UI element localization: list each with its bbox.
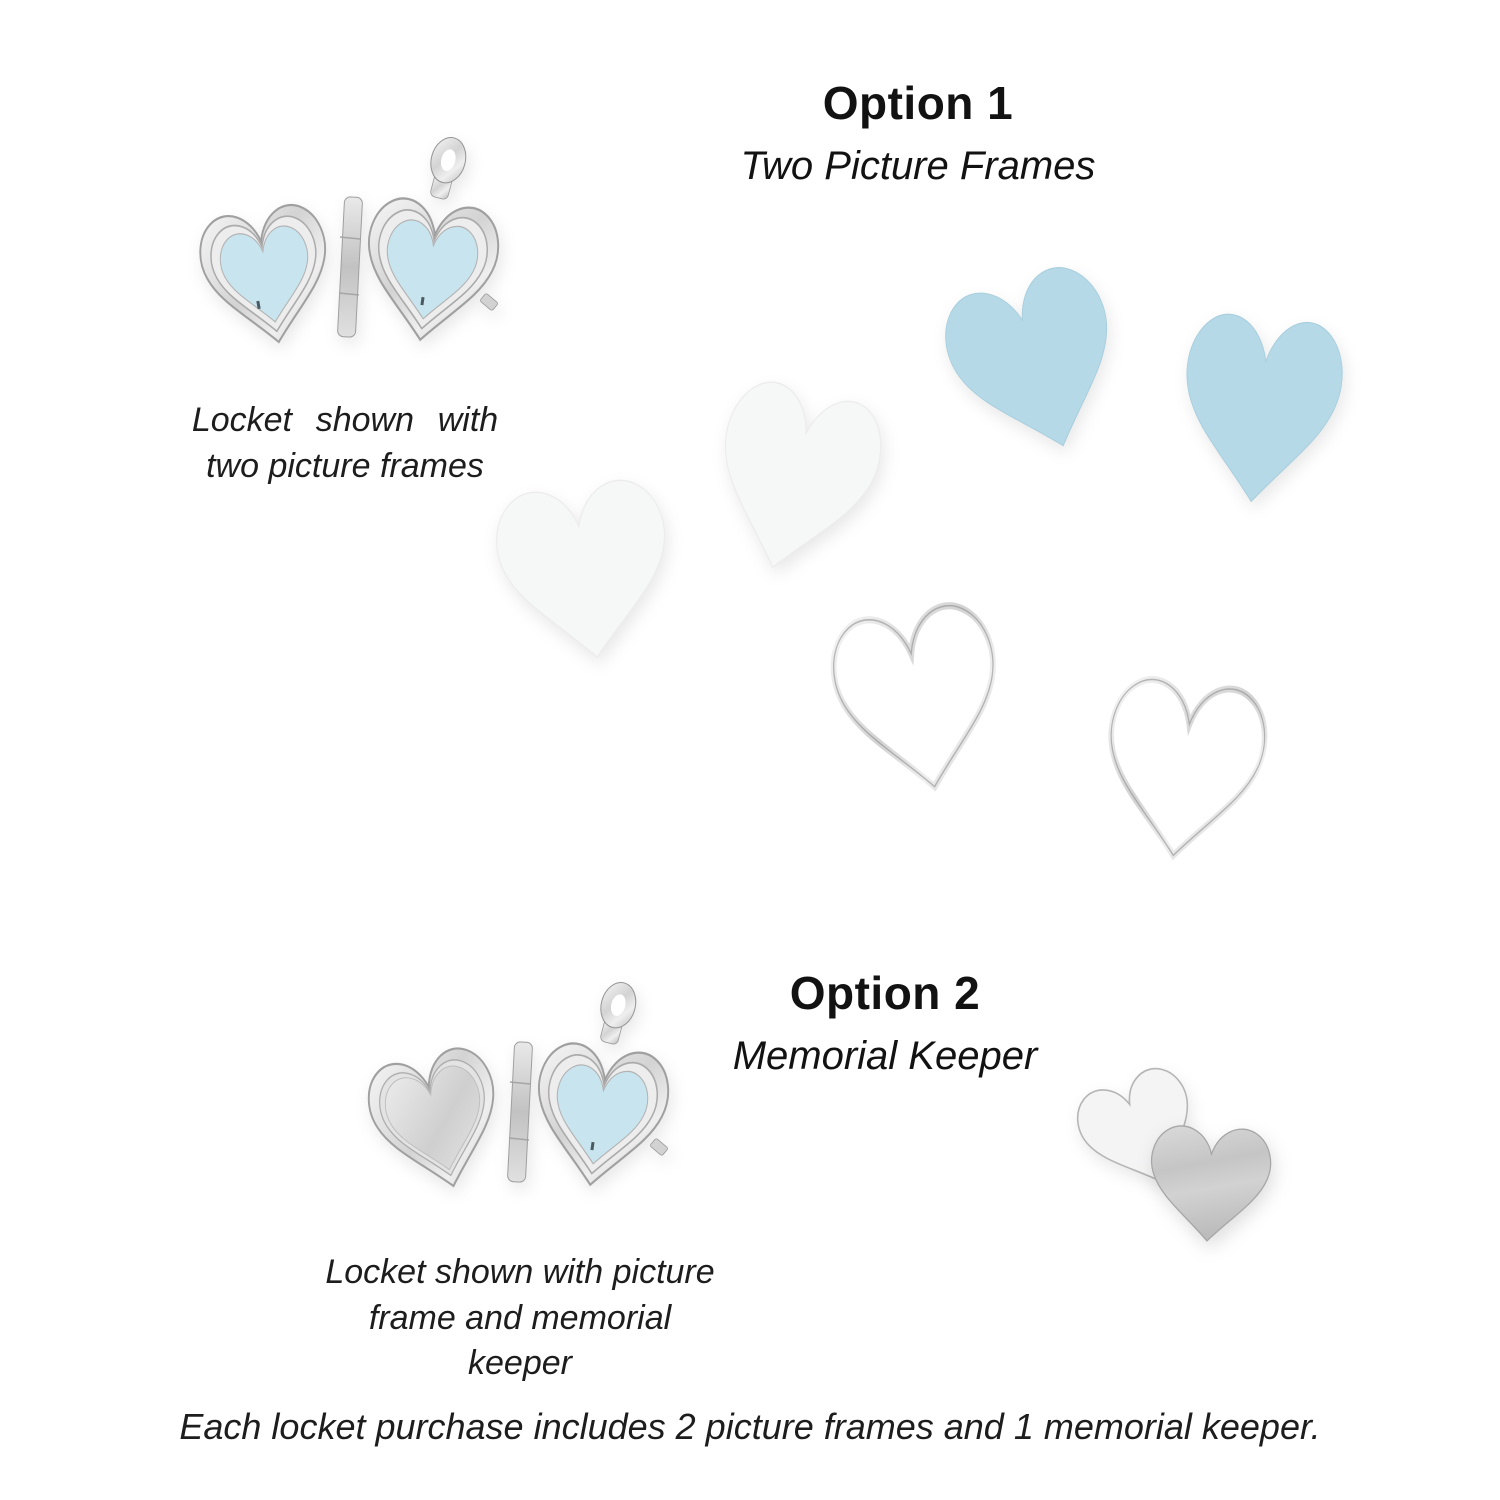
option2-header bbox=[665, 968, 1105, 1079]
memorial-keeper-hearts-photo bbox=[1040, 1035, 1330, 1295]
caption-locket-memorial bbox=[320, 1250, 720, 1387]
caption-locket-two-frames-line1: Locket shown with bbox=[191, 401, 499, 439]
wire-heart-2-edge bbox=[1097, 675, 1270, 865]
option1-subtitle: Two Picture Frames bbox=[740, 143, 1096, 188]
white-heart-2 bbox=[697, 374, 891, 586]
option2-subtitle: Memorial Keeper bbox=[732, 1033, 1038, 1078]
caption-locket-two-frames-line2: two picture frames bbox=[206, 446, 484, 485]
option2-title: Option 2 bbox=[789, 967, 981, 1019]
footer-note: Each locket purchase includes 2 picture frames and 1 memorial keeper. bbox=[179, 1406, 1321, 1447]
blue-heart-1 bbox=[933, 257, 1140, 471]
white-heart-1 bbox=[490, 475, 681, 669]
wire-hearts-photo bbox=[815, 590, 1285, 880]
locket-bail bbox=[422, 134, 471, 203]
caption-locket-memorial-line1: Locket shown with picture bbox=[325, 1253, 715, 1291]
open-locket-memorial-photo bbox=[355, 960, 695, 1250]
memorial-heart-front bbox=[1148, 1124, 1273, 1244]
option1-header bbox=[698, 78, 1138, 189]
option1-title: Option 1 bbox=[822, 77, 1014, 129]
blue-heart-2 bbox=[1174, 310, 1348, 509]
blue-hearts-photo bbox=[930, 250, 1360, 520]
caption-locket-memorial-line2: frame and memorial keeper bbox=[368, 1298, 672, 1383]
caption-locket-two-frames bbox=[175, 398, 515, 489]
locket-bail bbox=[592, 979, 641, 1048]
